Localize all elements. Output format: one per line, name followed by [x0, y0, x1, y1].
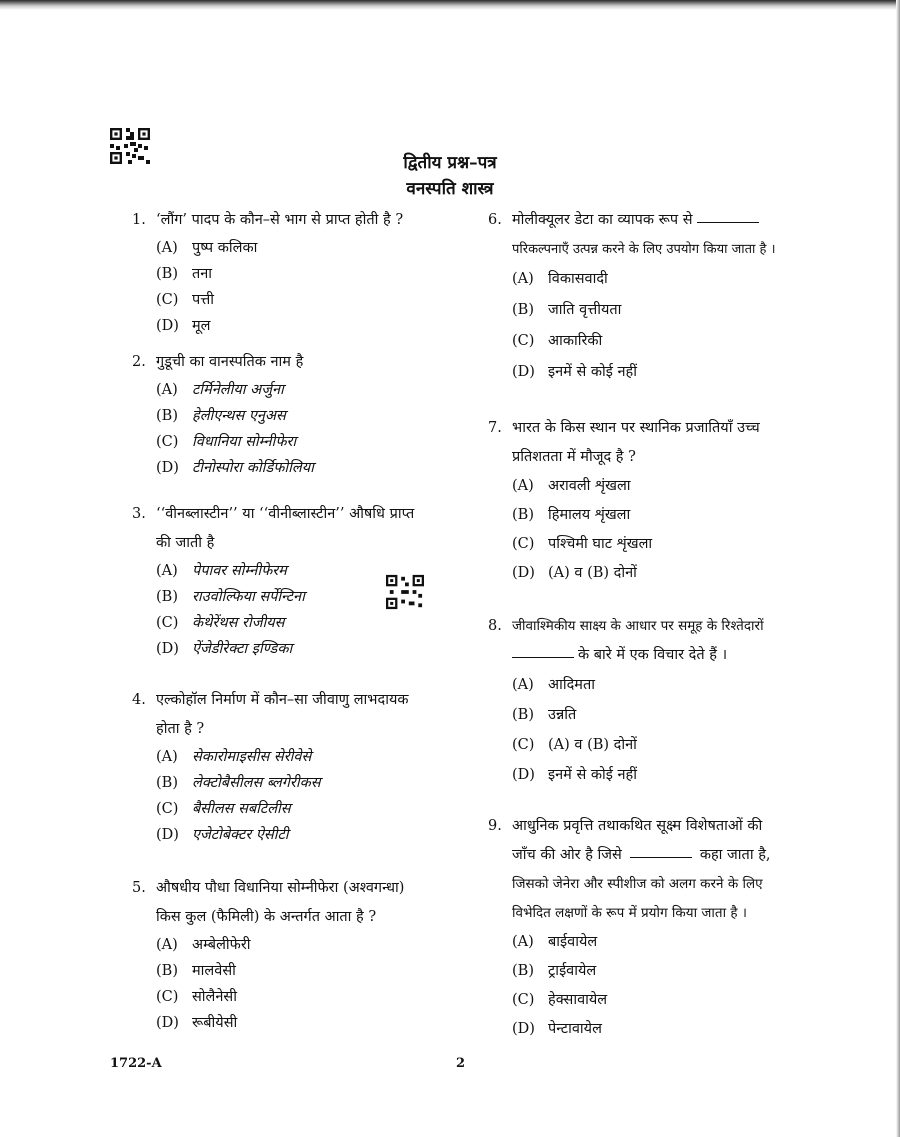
- option-c: (C) बैसीलस सबटिलीस: [156, 801, 291, 817]
- question-text: गुडूची का वानस्पतिक नाम है: [156, 354, 304, 370]
- option-a: (A) आदिमता: [512, 677, 595, 693]
- question-7: 7. भारत के किस स्थान पर स्थानिक प्रजातियाँ उच्च प्रतिशतता में मौजूद है ? (A) अरावली शृंखला (B) हिमालय शृंखला (C) पश्चिमी घाट शृंखला (D) (A) व (B) दोनों: [488, 414, 828, 588]
- option-d: (D) इनमें से कोई नहीं: [512, 767, 637, 783]
- question-9: 9. आधुनिक प्रवृत्ति तथाकथित सूक्ष्म विशेषताओं की जाँच की ओर है जिसे कहा जाता है, जिसको जेनेरा और स्पीशीज को अलग करने के लिए विभेदित लक्षणों के रूप में प्रयोग किया जाता है । (A) बाईवायेल (B) ट्राईवायेल (C) हेक्सावायेल (D) पेन्टावायेल: [488, 812, 828, 1044]
- option-c: (C) (A) व (B) दोनों: [512, 737, 637, 753]
- question-text: ‘लौंग’ पादप के कौन–से भाग से प्राप्त होती है ?: [156, 212, 404, 228]
- question-4: 4. एल्कोहॉल निर्माण में कौन–सा जीवाणु लाभदायक होता है ? (A) सेकारोमाइसीस सेरीवेसे (B) लेक्टोबैसीलस ब्लगेरीकस (C) बैसीलस सबटिलीस (D) एजेटोबेक्टर ऐसीटी: [132, 686, 472, 848]
- option-c: (C) पत्ती: [156, 292, 215, 308]
- option-c: (C) सोलैनेसी: [156, 989, 237, 1005]
- question-text: मोलीक्यूलर डेटा का व्यापक रूप से: [512, 212, 693, 228]
- question-text: जीवाश्मिकीय साक्ष्य के आधार पर समूह के रिश्तेदारों: [512, 618, 764, 634]
- question-8: 8. जीवाश्मिकीय साक्ष्य के आधार पर समूह के रिश्तेदारों के बारे में एक विचार देते हैं । (A) आदिमता (B) उन्नति (C) (A) व (B) दोनों (D) इनमें से कोई नहीं: [488, 612, 828, 790]
- option-a: (A) बाईवायेल: [512, 934, 598, 950]
- answer-blank: [697, 206, 759, 223]
- option-c: (C) केथेरेंथस रोजीयस: [156, 615, 285, 631]
- question-text: ‘‘वीनब्लास्टीन’’ या ‘‘वीनीब्लास्टीन’’ औषधि प्राप्त: [156, 506, 415, 522]
- question-text: की जाती है: [156, 535, 215, 551]
- question-5: 5. औषधीय पौधा विधानिया सोम्नीफेरा (अश्वगन्धा) किस कुल (फैमिली) के अन्तर्गत आता है ? (A) अम्बेलीफेरी (B) मालवेसी (C) सोलैनेसी (D) रूबीयेसी: [132, 874, 472, 1036]
- paper-title: द्वितीय प्रश्न–पत्र: [403, 153, 497, 173]
- question-text: होता है ?: [156, 721, 205, 737]
- page-number: 2: [456, 1056, 466, 1071]
- option-a: (A) सेकारोमाइसीस सेरीवेसे: [156, 749, 312, 765]
- answer-blank: [512, 641, 574, 658]
- question-text: औषधीय पौधा विधानिया सोम्नीफेरा (अश्वगन्धा): [156, 880, 405, 896]
- option-b: (B) हिमालय शृंखला: [512, 507, 631, 523]
- question-text: जिसको जेनेरा और स्पीशीज को अलग करने के लिए: [512, 876, 763, 892]
- option-b: (B) ट्राईवायेल: [512, 963, 597, 979]
- question-text: एल्कोहॉल निर्माण में कौन–सा जीवाणु लाभदायक: [156, 692, 409, 708]
- option-c: (C) पश्चिमी घाट शृंखला: [512, 536, 653, 552]
- option-a: (A) विकासवादी: [512, 271, 608, 287]
- option-c: (C) हेक्सावायेल: [512, 992, 608, 1008]
- question-text: प्रतिशतता में मौजूद है ?: [512, 449, 636, 465]
- option-b: (B) हेलीएन्थस एनुअस: [156, 408, 286, 424]
- question-text: जाँच की ओर है जिसे: [512, 847, 622, 863]
- option-d: (D) एजेटोबेक्टर ऐसीटी: [156, 827, 289, 843]
- answer-blank: [630, 841, 692, 858]
- question-number: 1.: [132, 212, 146, 228]
- question-text: कहा जाता है,: [699, 847, 771, 863]
- option-c: (C) आकारिकी: [512, 333, 603, 349]
- option-a: (A) अम्बेलीफेरी: [156, 937, 251, 953]
- option-c: (C) विधानिया सोम्नीफेरा: [156, 434, 297, 450]
- option-a: (A) पेपावर सोम्नीफेरम: [156, 563, 287, 579]
- question-text: आधुनिक प्रवृत्ति तथाकथित सूक्ष्म विशेषताओं की: [512, 818, 763, 834]
- option-d: (D) रूबीयेसी: [156, 1015, 238, 1031]
- scan-edge-top: [0, 0, 900, 10]
- option-b: (B) राउवोल्फिया सर्पेन्टिना: [156, 589, 305, 605]
- option-b: (B) उन्नति: [512, 707, 577, 723]
- option-d: (D) इनमें से कोई नहीं: [512, 364, 637, 380]
- option-d: (D) मूल: [156, 318, 211, 334]
- option-d: (D) टीनोस्पोरा कोर्डिफोलिया: [156, 460, 314, 476]
- question-3: 3. ‘‘वीनब्लास्टीन’’ या ‘‘वीनीब्लास्टीन’’ औषधि प्राप्त की जाती है (A) पेपावर सोम्नीफेरम (B) राउवोल्फिया सर्पेन्टिना (C) केथेरेंथस रोजीयस (D) ऐंजेडीरेक्टा इण्डिका: [132, 500, 472, 662]
- option-a: (A) अरावली शृंखला: [512, 478, 631, 494]
- question-text: किस कुल (फैमिली) के अन्तर्गत आता है ?: [156, 909, 377, 925]
- booklet-code: 1722-A: [110, 1056, 162, 1071]
- option-a: (A) पुष्प कलिका: [156, 240, 258, 256]
- question-text: परिकल्पनाएँ उत्पन्न करने के लिए उपयोग किया जाता है ।: [512, 242, 776, 257]
- option-b: (B) तना: [156, 266, 213, 282]
- option-b: (B) लेक्टोबैसीलस ब्लगेरीकस: [156, 775, 321, 791]
- question-text: के बारे में एक विचार देते हैं ।: [578, 647, 728, 663]
- option-d: (D) ऐंजेडीरेक्टा इण्डिका: [156, 641, 293, 657]
- question-text: भारत के किस स्थान पर स्थानिक प्रजातियाँ उच्च: [512, 420, 760, 436]
- option-d: (D) पेन्टावायेल: [512, 1021, 602, 1037]
- option-b: (B) मालवेसी: [156, 963, 236, 979]
- question-1: [132, 206, 472, 339]
- question-2: 2. गुडूची का वानस्पतिक नाम है (A) टर्मिनेलीया अर्जुना (B) हेलीएन्थस एनुअस (C) विधानिया सोम्नीफेरा (D) टीनोस्पोरा कोर्डिफोलिया: [132, 348, 472, 481]
- option-a: (A) टर्मिनेलीया अर्जुना: [156, 382, 284, 398]
- question-text: विभेदित लक्षणों के रूप में प्रयोग किया जाता है ।: [512, 905, 747, 921]
- question-6: 6. मोलीक्यूलर डेटा का व्यापक रूप से परिकल्पनाएँ उत्पन्न करने के लिए उपयोग किया जाता है । (A) विकासवादी (B) जाति वृत्तीयता (C) आकारिकी (D) इनमें से कोई नहीं: [488, 206, 828, 388]
- option-b: (B) जाति वृत्तीयता: [512, 302, 622, 318]
- option-d: (D) (A) व (B) दोनों: [512, 565, 637, 581]
- subject-title: वनस्पति शास्त्र: [406, 179, 494, 199]
